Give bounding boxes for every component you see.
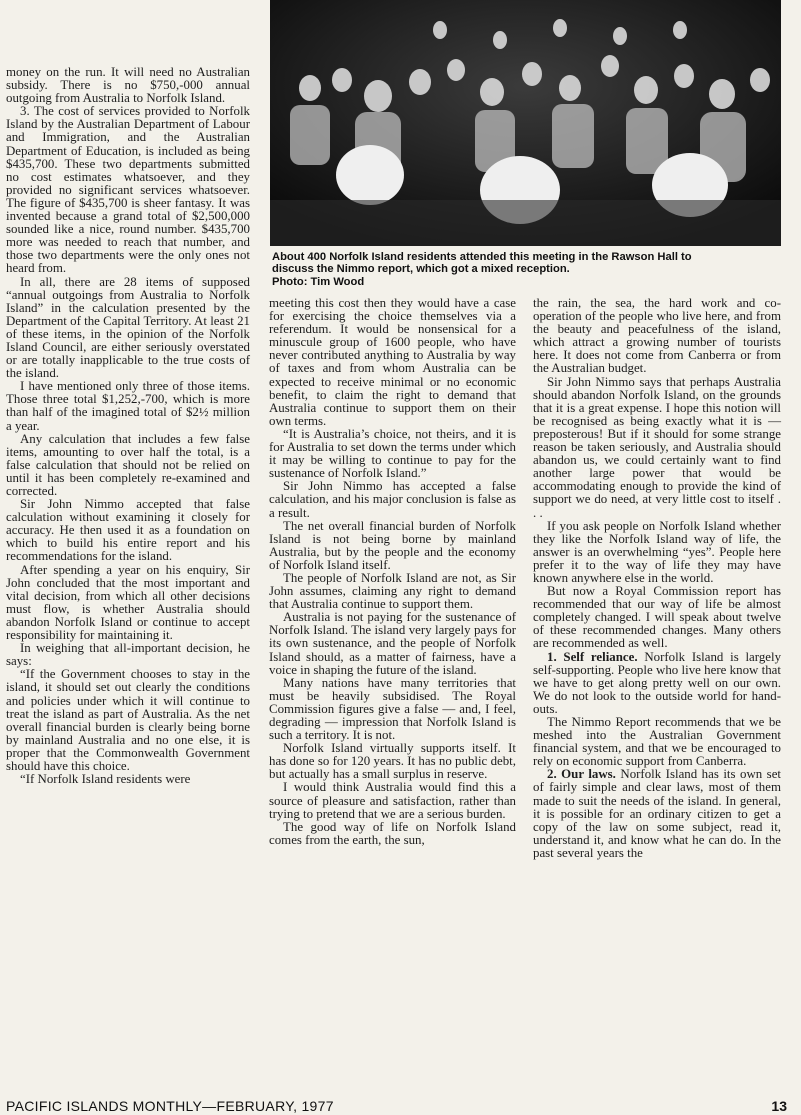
- crowd-photo-icon: [270, 0, 781, 246]
- section-heading: 2. Our laws.: [547, 767, 616, 782]
- paragraph: Any calculation that includes a few false items, amounting to over half the total, is a false calculation that should not be relied on until it has been completely re-examined and corrected.: [6, 431, 250, 498]
- paragraph: Sir John Nimmo has accepted a false calculation, and his major conclusion is false as a result.: [269, 479, 516, 520]
- paragraph: I would think Australia would find this a source of pleasure and satisfaction, rather than trying to pretend that we are a serious burden.: [269, 780, 516, 821]
- text-column-1: [6, 66, 250, 786]
- paragraph: the rain, the sea, the hard work and co-operation of the people who live here, and from the beauty and peacefulness of the island, which attract a growing number of tourists here. It does not come from Canberra or from the Australian budget.: [533, 296, 781, 376]
- paragraph: Sir John Nimmo accepted that false calculation without examining it closely for accuracy. He then used it as a foundation on which to build his entire report and his recommendations for the island.: [6, 497, 250, 564]
- paragraph: meeting this cost then they would have a case for exercising the choice themselves via a referendum. It would be nonsensical for a minuscule group of 1600 people, who have never contributed anything to Australia by way of taxes and from whom Australia can be expected to receive minimal or no economic benefit, to claim the right to demand that Australia continue to support them on their own terms.: [269, 296, 516, 428]
- paragraph: If you ask people on Norfolk Island whether they like the Norfolk Island way of life, the answer is an overwhelming “yes”. People here prefer it to the way of life they may have known anywhere else in the world.: [533, 518, 781, 585]
- paragraph: The people of Norfolk Island are not, as Sir John assumes, claiming any right to demand that Australia continue to support them.: [269, 570, 516, 612]
- paragraph: 1. Self reliance. Norfolk Island is largely self-supporting. People who live here know that we have to get along pretty well on our own. We do not look to the outside world for hand-outs.: [533, 649, 782, 716]
- paragraph: But now a Royal Commission report has recommended that our way of life be almost completely changed. I will speak about twelve of these recommended changes. Many others are recommended as well.: [533, 584, 781, 651]
- text-column-2: [269, 297, 516, 847]
- paragraph: 2. Our laws. Norfolk Island has its own set of fairly simple and clear laws, most of them made to suit the needs of the island. In general, it is possible for an ordinary citizen to get a copy of the law on some subject, read it, understand it, and know what he can do. In the past several years the: [533, 767, 781, 860]
- paragraph: In all, there are 28 items of supposed “annual outgoings from Australia to Norfolk Island” in the calculation presented by the Department of the Capital Territory. At least 21 of these items, in the opinion of the Norfolk Island Council, are either seriously overstated or are totally inapplicable to the true costs of the island.: [6, 274, 250, 381]
- paragraph: money on the run. It will need no Australian subsidy. There is no $750,-000 annual outgoing from Australia to Norfolk Island.: [6, 65, 250, 106]
- caption-line: About 400 Norfolk Island residents attended this meeting in the Rawson Hall to: [272, 251, 692, 263]
- caption-credit: Photo: Tim Wood: [272, 275, 365, 288]
- page-number: 13: [771, 1098, 787, 1114]
- publication-footer: PACIFIC ISLANDS MONTHLY—FEBRUARY, 1977: [6, 1098, 334, 1114]
- paragraph: Norfolk Island virtually supports itself. It has done so for 120 years. It has no public debt, but actually has a small surplus in reserve.: [269, 741, 516, 782]
- meeting-photo: [270, 0, 781, 246]
- paragraph: Sir John Nimmo says that perhaps Australia should abandon Norfolk Island, on the grounds that it is a great expense. I hope this notion will be recognised as being exactly what it is — preposterous! But if it should for some strange reason be taken seriously, and Australia should abandon us, we could certainly want to find another large power that would be accommodating enough to provide the kind of support we do need, at very little cost to itself . . .: [533, 374, 781, 520]
- section-heading: 1. Self reliance.: [547, 649, 638, 664]
- paragraph: 3. The cost of services provided to Norfolk Island by the Australian Department of Labour and Immigration, and the Australian Department of Education, is included as being $435,700. These two departments submitted no cost estimates whatsoever, and they provided no significant services whatsoever. The figure of $435,700 is sheer fantasy. It was invented because a grand total of $2,500,000 sounded like a nice, round number. $435,700 more was needed to reach that number, and those two departments were the only ones not heard from.: [6, 104, 250, 276]
- photo-caption: [272, 251, 782, 288]
- paragraph: The good way of life on Norfolk Island comes from the earth, the sun,: [269, 819, 516, 847]
- paragraph: Australia is not paying for the sustenance of Norfolk Island. The island very largely pays for its own sustenance, and the people of Norfolk Island should, as a matter of fairness, have a voice in shaping the future of the island.: [269, 610, 516, 677]
- caption-line: discuss the Nimmo report, which got a mixed reception.: [272, 263, 570, 276]
- paragraph: Many nations have many territories that must be heavily subsidised. The Royal Commission figures give a false — and, I feel, degrading — impression that Norfolk Island is such a territory. It is not.: [269, 675, 516, 743]
- paragraph: “If the Government chooses to stay in the island, it should set out clearly the conditions and policies under which it will continue to treat the island as part of Australia. As the net overall financial burden is clearly being borne by mainland Australia and no one else, it is proper that the Commonwealth Government should have this choice.: [6, 667, 250, 773]
- paragraph: “It is Australia’s choice, not theirs, and it is for Australia to set down the terms under which it may be willing to continue to pay for the sustenance of Norfolk Island.”: [269, 426, 516, 481]
- paragraph: “If Norfolk Island residents were: [20, 772, 191, 787]
- paragraph: The net overall financial burden of Norfolk Island is not being borne by mainland Australia, but by the people and the economy of Norfolk Island itself.: [269, 518, 516, 572]
- paragraph: I have mentioned only three of those items. Those three total $1,252,-700, which is more than half of the imagined total of $2½ million a year.: [6, 379, 250, 433]
- paragraph: In weighing that all-important decision, he says:: [6, 641, 250, 669]
- paragraph: After spending a year on his enquiry, Sir John concluded that the most important and vital decision, from which all other decisions must flow, is whether Australia should abandon Norfolk Island or continue to accept responsibility for maintaining it.: [6, 562, 250, 643]
- paragraph: The Nimmo Report recommends that we be meshed into the Australian Government financial system, and that we be encouraged to rely on economic support from Canberra.: [533, 715, 781, 769]
- text-column-3: [533, 297, 781, 860]
